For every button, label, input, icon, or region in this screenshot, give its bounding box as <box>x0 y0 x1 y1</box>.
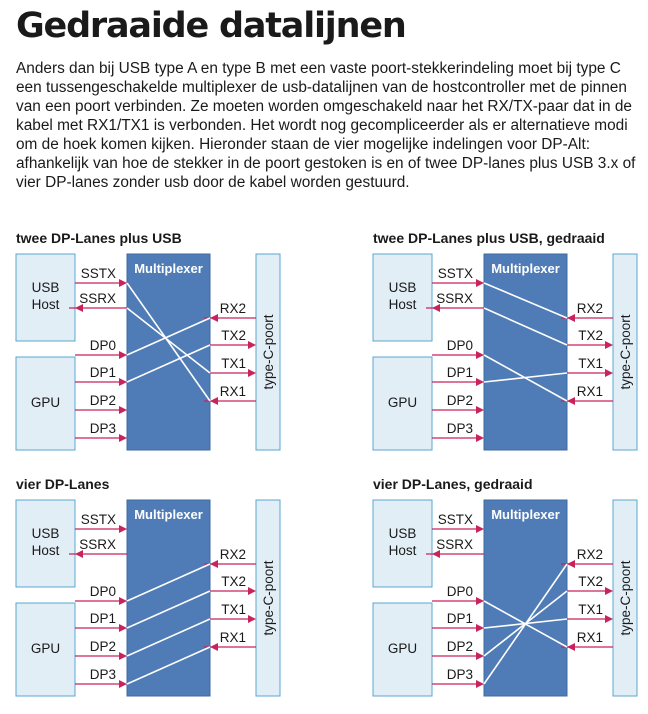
signal-label-dp0: DP0 <box>446 338 473 353</box>
signal-label-sstx: SSTX <box>437 266 473 281</box>
diagram-four-lanes-flipped <box>373 500 648 700</box>
multiplexer-label: Multiplexer <box>134 507 203 522</box>
signal-label-sstx: SSTX <box>80 512 116 527</box>
usb-host-label-line2: Host <box>388 297 417 312</box>
signal-label-ssrx: SSRX <box>436 291 473 306</box>
signal-label-rx2: RX2 <box>576 547 603 562</box>
usb-host-label-line2: Host <box>31 543 60 558</box>
signal-label-dp2: DP2 <box>89 639 116 654</box>
gpu-label: GPU <box>30 395 61 410</box>
signal-label-dp3: DP3 <box>446 421 473 436</box>
signal-label-ssrx: SSRX <box>436 537 473 552</box>
signal-label-ssrx: SSRX <box>79 291 116 306</box>
panel-title-four-lanes: vier DP-Lanes <box>16 476 110 492</box>
multiplexer-label: Multiplexer <box>134 261 203 276</box>
port-label: type-C-poort <box>618 314 633 390</box>
multiplexer-label: Multiplexer <box>491 507 560 522</box>
signal-label-tx2: TX2 <box>578 328 603 343</box>
usb-host-label-line1: USB <box>388 526 417 541</box>
port-label: type-C-poort <box>261 560 276 636</box>
diagram-two-lanes-usb-flipped <box>373 254 648 454</box>
gpu-label: GPU <box>30 641 61 656</box>
multiplexer-block <box>127 254 210 450</box>
usb-host-label-line1: USB <box>31 280 60 295</box>
signal-label-rx1: RX1 <box>219 384 246 399</box>
signal-label-dp3: DP3 <box>89 421 116 436</box>
signal-label-dp1: DP1 <box>89 365 116 380</box>
usb-host-label-line1: USB <box>31 526 60 541</box>
signal-label-tx2: TX2 <box>578 574 603 589</box>
signal-label-sstx: SSTX <box>80 266 116 281</box>
panel-title-four-lanes-flipped: vier DP-Lanes, gedraaid <box>373 476 533 492</box>
panel-title-two-lanes-usb-flipped: twee DP-Lanes plus USB, gedraaid <box>373 230 605 246</box>
signal-label-tx1: TX1 <box>578 356 603 371</box>
signal-label-dp2: DP2 <box>446 639 473 654</box>
signal-label-tx1: TX1 <box>221 356 246 371</box>
signal-label-dp1: DP1 <box>89 611 116 626</box>
signal-label-dp1: DP1 <box>446 365 473 380</box>
signal-label-rx2: RX2 <box>219 301 246 316</box>
port-label: type-C-poort <box>618 560 633 636</box>
gpu-label: GPU <box>387 395 418 410</box>
signal-label-dp2: DP2 <box>446 393 473 408</box>
usb-host-label-line2: Host <box>388 543 417 558</box>
signal-label-sstx: SSTX <box>437 512 473 527</box>
multiplexer-label: Multiplexer <box>491 261 560 276</box>
signal-label-dp0: DP0 <box>446 584 473 599</box>
signal-label-tx2: TX2 <box>221 328 246 343</box>
signal-label-dp1: DP1 <box>446 611 473 626</box>
signal-label-tx2: TX2 <box>221 574 246 589</box>
intro-paragraph: Anders dan bij USB type A en type B met een vaste poort-stekkerindeling moet bij type C een tussengeschakelde multiplexer de usb-datalijnen van de hostcontroller met de pinnen van een poort verbinden. Ze moeten worden omgeschakeld naar het RX/TX-paar dat in de kabel met RX1/TX1 is verbonden. Het wordt nog gecompliceerder als er alternatieve modi om de hoek komen kijken. Hieronder staan de vier mogelijke indelingen voor DP-Alt: afhankelijk van hoe de stekker in de poort gestoken is en of twee DP-lanes plus USB 3.x of vier DP-lanes zonder usb door de kabel worden gestuurd. <box>16 60 636 191</box>
signal-label-dp2: DP2 <box>89 393 116 408</box>
page-title: Gedraaide datalijnen <box>16 6 406 46</box>
port-label: type-C-poort <box>261 314 276 390</box>
signal-label-rx1: RX1 <box>576 630 603 645</box>
signal-label-rx2: RX2 <box>219 547 246 562</box>
multiplexer-block <box>127 500 210 696</box>
usb-host-label-line1: USB <box>388 280 417 295</box>
signal-label-ssrx: SSRX <box>79 537 116 552</box>
signal-label-dp0: DP0 <box>89 338 116 353</box>
gpu-label: GPU <box>387 641 418 656</box>
signal-label-rx1: RX1 <box>576 384 603 399</box>
multiplexer-block <box>484 254 567 450</box>
signal-label-tx1: TX1 <box>578 602 603 617</box>
signal-label-tx1: TX1 <box>221 602 246 617</box>
diagram-two-lanes-usb <box>16 254 316 454</box>
signal-label-dp3: DP3 <box>446 667 473 682</box>
diagram-four-lanes <box>16 500 316 700</box>
signal-label-rx1: RX1 <box>219 630 246 645</box>
signal-label-dp3: DP3 <box>89 667 116 682</box>
signal-label-dp0: DP0 <box>89 584 116 599</box>
signal-label-rx2: RX2 <box>576 301 603 316</box>
usb-host-label-line2: Host <box>31 297 60 312</box>
panel-title-two-lanes-usb: twee DP-Lanes plus USB <box>16 230 182 246</box>
